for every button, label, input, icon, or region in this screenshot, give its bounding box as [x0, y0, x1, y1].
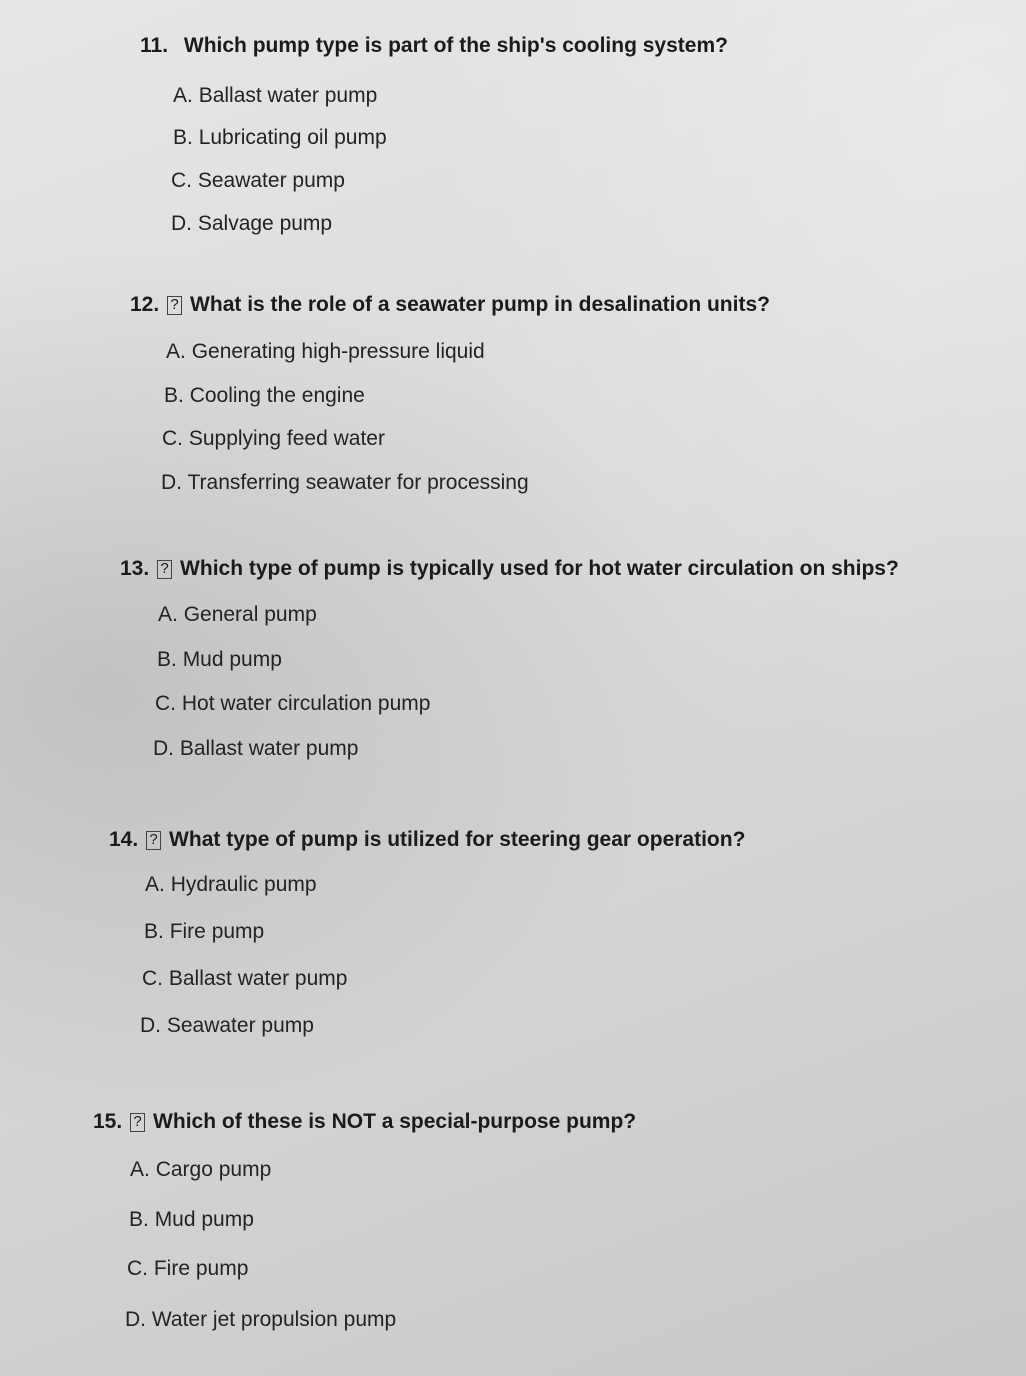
option-label: D. — [171, 212, 192, 235]
option-a — [158, 603, 317, 627]
option-label: C. — [162, 427, 183, 450]
question-number: 15. — [93, 1110, 123, 1133]
option-a — [145, 873, 317, 897]
option-c — [162, 427, 385, 451]
option-text: Mud pump — [154, 1208, 254, 1231]
option-text: Water jet propulsion pump — [151, 1308, 397, 1331]
option-label: A. — [158, 603, 178, 626]
question-number: 13. — [120, 557, 150, 580]
option-label: B. — [173, 126, 193, 149]
option-d — [125, 1308, 396, 1332]
option-text: Generating high-pressure liquid — [191, 340, 485, 363]
option-b — [173, 126, 387, 150]
option-c — [171, 169, 345, 193]
question-text: Which type of pump is typically used for hot water circulation on ships? — [180, 557, 899, 580]
question-title — [120, 557, 899, 581]
option-text: Fire pump — [153, 1257, 249, 1280]
option-text: Mud pump — [182, 648, 282, 671]
option-label: B. — [157, 648, 177, 671]
question-number: 12. — [130, 293, 160, 316]
option-b — [144, 920, 264, 944]
option-text: Hydraulic pump — [170, 873, 317, 896]
question-title — [140, 34, 728, 58]
option-b — [164, 384, 365, 408]
question-text: Which of these is NOT a special-purpose pump? — [153, 1110, 637, 1133]
option-text: Hot water circulation pump — [181, 692, 431, 715]
option-label: A. — [145, 873, 165, 896]
option-a — [173, 84, 377, 108]
option-text: Ballast water pump — [168, 967, 348, 990]
option-text: Fire pump — [169, 920, 265, 943]
option-text: Ballast water pump — [198, 84, 378, 107]
option-b — [157, 648, 282, 672]
option-a — [166, 340, 485, 364]
option-text: Lubricating oil pump — [198, 126, 387, 149]
option-label: D. — [140, 1014, 161, 1037]
question-text: What is the role of a seawater pump in desalination units? — [190, 293, 770, 316]
option-d — [161, 471, 529, 495]
option-label: C. — [155, 692, 176, 715]
question-title — [130, 293, 770, 317]
option-label: C. — [142, 967, 163, 990]
question-text: What type of pump is utilized for steering gear operation? — [169, 828, 746, 851]
question-mark-icon: ? — [146, 831, 161, 850]
question-number: 11. — [140, 34, 169, 57]
option-text: Seawater pump — [166, 1014, 314, 1037]
option-c — [155, 692, 430, 716]
question-mark-icon: ? — [167, 296, 182, 315]
option-label: D. — [153, 737, 174, 760]
option-text: Ballast water pump — [179, 737, 359, 760]
option-label: A. — [173, 84, 193, 107]
option-c — [142, 967, 347, 991]
option-text: Cooling the engine — [189, 384, 365, 407]
question-text: Which pump type is part of the ship's cooling system? — [183, 34, 728, 57]
option-text: General pump — [183, 603, 317, 626]
question-title — [93, 1110, 636, 1134]
option-label: C. — [171, 169, 192, 192]
option-text: Supplying feed water — [188, 427, 385, 450]
option-label: A. — [130, 1158, 150, 1181]
option-label: D. — [125, 1308, 146, 1331]
option-label: B. — [144, 920, 164, 943]
option-label: B. — [129, 1208, 149, 1231]
question-mark-icon: ? — [157, 560, 172, 579]
option-d — [171, 212, 332, 236]
question-title — [109, 828, 745, 852]
option-text: Seawater pump — [197, 169, 345, 192]
option-text: Transferring seawater for processing — [187, 471, 529, 494]
option-b — [129, 1208, 254, 1232]
option-c — [127, 1257, 248, 1281]
option-d — [153, 737, 358, 761]
option-label: A. — [166, 340, 186, 363]
question-mark-icon: ? — [130, 1113, 145, 1132]
option-d — [140, 1014, 314, 1038]
option-text: Salvage pump — [197, 212, 333, 235]
option-a — [130, 1158, 271, 1182]
option-label: B. — [164, 384, 184, 407]
option-text: Cargo pump — [155, 1158, 272, 1181]
option-label: D. — [161, 471, 182, 494]
option-label: C. — [127, 1257, 148, 1280]
question-number: 14. — [109, 828, 139, 851]
